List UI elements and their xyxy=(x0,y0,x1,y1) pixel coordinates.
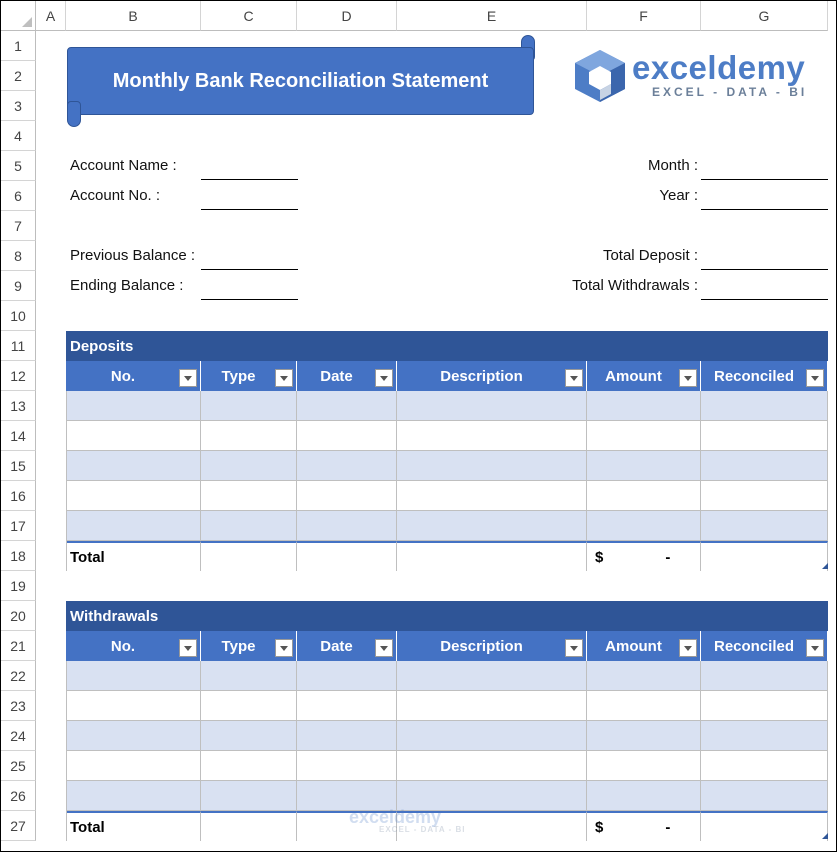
deposits-cell[interactable] xyxy=(587,481,701,511)
withdrawals-cell[interactable] xyxy=(701,661,828,691)
withdrawals-cell[interactable] xyxy=(66,751,201,781)
deposits-header-description xyxy=(397,361,587,391)
withdrawals-cell[interactable] xyxy=(66,661,201,691)
withdrawals-cell[interactable] xyxy=(397,721,587,751)
deposits-cell[interactable] xyxy=(701,511,828,541)
month-label: Month : xyxy=(647,157,698,174)
deposits-cell[interactable] xyxy=(297,421,397,451)
withdrawals-cell[interactable] xyxy=(66,691,201,721)
deposits-cell[interactable] xyxy=(297,481,397,511)
deposits-cell[interactable] xyxy=(397,481,587,511)
deposits-header-amount xyxy=(587,361,701,391)
deposits-cell[interactable] xyxy=(66,511,201,541)
logo-tagline: EXCEL - DATA - BI xyxy=(652,85,808,99)
withdrawals-header-description xyxy=(397,631,587,661)
column-header-b[interactable]: B xyxy=(66,1,201,31)
withdrawals-header-label: Description xyxy=(440,637,523,655)
row-header-4[interactable]: 4 xyxy=(1,121,36,151)
deposits-header-label: Description xyxy=(440,367,523,385)
deposits-cell[interactable] xyxy=(297,511,397,541)
ending-balance-field[interactable] xyxy=(201,299,298,300)
row-header-7[interactable]: 7 xyxy=(1,211,36,241)
withdrawals-header-label: No. xyxy=(110,637,136,655)
deposits-cell[interactable] xyxy=(297,391,397,421)
row-header-20[interactable]: 20 xyxy=(1,601,36,631)
account-name-label: Account Name : xyxy=(70,157,177,174)
deposits-total-cell[interactable] xyxy=(397,541,587,571)
deposits-cell[interactable] xyxy=(701,451,828,481)
filter-dropdown-icon[interactable] xyxy=(679,369,697,387)
column-header-e[interactable]: E xyxy=(397,1,587,31)
filter-dropdown-icon[interactable] xyxy=(275,639,293,657)
deposits-total-cell[interactable] xyxy=(201,541,297,571)
deposits-cell[interactable] xyxy=(66,391,201,421)
withdrawals-cell[interactable] xyxy=(201,661,297,691)
row-header-24[interactable]: 24 xyxy=(1,721,36,751)
deposits-header-date xyxy=(297,361,397,391)
withdrawals-cell[interactable] xyxy=(701,721,828,751)
filter-dropdown-icon[interactable] xyxy=(375,639,393,657)
column-header-d[interactable]: D xyxy=(297,1,397,31)
withdrawals-cell[interactable] xyxy=(701,781,828,811)
withdrawals-cell[interactable] xyxy=(397,691,587,721)
row-header-6[interactable]: 6 xyxy=(1,181,36,211)
row-header-2[interactable]: 2 xyxy=(1,61,36,91)
withdrawals-cell[interactable] xyxy=(297,721,397,751)
withdrawals-total-cell[interactable] xyxy=(701,811,828,841)
deposits-cell[interactable] xyxy=(397,421,587,451)
deposits-cell[interactable] xyxy=(201,511,297,541)
logo-name: exceldemy xyxy=(632,49,806,86)
previous-balance-field[interactable] xyxy=(201,269,298,270)
withdrawals-header-date xyxy=(297,631,397,661)
currency-symbol: $ xyxy=(595,548,604,566)
withdrawals-resize-handle[interactable] xyxy=(822,833,828,839)
withdrawals-cell[interactable] xyxy=(587,661,701,691)
total-withdrawals-label: Total Withdrawals : xyxy=(572,277,698,294)
withdrawals-cell[interactable] xyxy=(201,721,297,751)
withdrawals-total-cell[interactable] xyxy=(201,811,297,841)
column-header-g[interactable]: G xyxy=(701,1,828,31)
watermark-logo: exceldemy xyxy=(349,807,442,827)
deposits-cell[interactable] xyxy=(397,391,587,421)
column-header-a[interactable]: A xyxy=(36,1,66,31)
filter-dropdown-icon[interactable] xyxy=(275,369,293,387)
deposits-total-cell[interactable] xyxy=(701,541,828,571)
filter-dropdown-icon[interactable] xyxy=(375,369,393,387)
deposits-header-reconciled xyxy=(701,361,828,391)
row-header-12[interactable]: 12 xyxy=(1,361,36,391)
row-header-16[interactable]: 16 xyxy=(1,481,36,511)
deposits-header-label: Type xyxy=(221,367,256,385)
deposits-cell[interactable] xyxy=(701,421,828,451)
deposits-cell[interactable] xyxy=(397,511,587,541)
withdrawals-cell[interactable] xyxy=(201,691,297,721)
row-header-5[interactable]: 5 xyxy=(1,151,36,181)
filter-dropdown-icon[interactable] xyxy=(565,639,583,657)
withdrawals-total-amount[interactable] xyxy=(587,811,701,841)
filter-dropdown-icon[interactable] xyxy=(179,369,197,387)
filter-dropdown-icon[interactable] xyxy=(806,369,824,387)
withdrawals-header-label: Reconciled xyxy=(713,637,795,655)
deposits-cell[interactable] xyxy=(201,421,297,451)
select-all-corner[interactable] xyxy=(1,1,36,31)
withdrawals-header-label: Date xyxy=(320,637,353,655)
row-header-10[interactable]: 10 xyxy=(1,301,36,331)
row-header-21[interactable]: 21 xyxy=(1,631,36,661)
row-header-17[interactable]: 17 xyxy=(1,511,36,541)
year-field[interactable] xyxy=(701,209,828,210)
filter-dropdown-icon[interactable] xyxy=(179,639,197,657)
row-header-18[interactable]: 18 xyxy=(1,541,36,571)
deposits-cell[interactable] xyxy=(66,421,201,451)
filter-dropdown-icon[interactable] xyxy=(679,639,697,657)
filter-dropdown-icon[interactable] xyxy=(565,369,583,387)
row-header-1[interactable]: 1 xyxy=(1,31,36,61)
watermark-tagline: EXCEL - DATA - BI xyxy=(379,825,466,834)
deposits-cell[interactable] xyxy=(201,481,297,511)
withdrawals-cell[interactable] xyxy=(587,721,701,751)
withdrawals-cell[interactable] xyxy=(587,751,701,781)
withdrawals-header-no xyxy=(66,631,201,661)
deposits-cell[interactable] xyxy=(201,391,297,421)
withdrawals-cell[interactable] xyxy=(66,781,201,811)
account-name-field[interactable] xyxy=(201,179,298,180)
deposits-total-cell[interactable] xyxy=(297,541,397,571)
row-header-25[interactable]: 25 xyxy=(1,751,36,781)
withdrawals-header-type xyxy=(201,631,297,661)
deposits-cell[interactable] xyxy=(587,391,701,421)
withdrawals-cell[interactable] xyxy=(297,691,397,721)
withdrawals-cell[interactable] xyxy=(397,751,587,781)
withdrawals-cell[interactable] xyxy=(297,661,397,691)
deposits-cell[interactable] xyxy=(701,481,828,511)
deposits-cell[interactable] xyxy=(587,451,701,481)
deposits-resize-handle[interactable] xyxy=(822,563,828,569)
amount-value: - xyxy=(665,548,671,566)
deposits-table-title: Deposits xyxy=(66,331,828,361)
row-header-8[interactable]: 8 xyxy=(1,241,36,271)
row-header-3[interactable]: 3 xyxy=(1,91,36,121)
withdrawals-cell[interactable] xyxy=(66,721,201,751)
withdrawals-cell[interactable] xyxy=(701,691,828,721)
deposits-cell[interactable] xyxy=(397,451,587,481)
deposits-cell[interactable] xyxy=(66,451,201,481)
ending-balance-label: Ending Balance : xyxy=(70,277,184,294)
deposits-cell[interactable] xyxy=(701,391,828,421)
month-field[interactable] xyxy=(701,179,828,180)
deposits-header-label: No. xyxy=(110,367,136,385)
deposits-cell[interactable] xyxy=(587,511,701,541)
row-header-26[interactable]: 26 xyxy=(1,781,36,811)
amount-value: - xyxy=(665,818,671,836)
deposits-cell[interactable] xyxy=(587,421,701,451)
deposits-total-label[interactable]: Total xyxy=(66,541,201,571)
total-deposit-label: Total Deposit : xyxy=(602,247,698,264)
row-header-19[interactable]: 19 xyxy=(1,571,36,601)
withdrawals-table-border xyxy=(66,661,67,841)
withdrawals-cell[interactable] xyxy=(397,661,587,691)
withdrawals-cell[interactable] xyxy=(297,751,397,781)
row-header-22[interactable]: 22 xyxy=(1,661,36,691)
deposits-header-no xyxy=(66,361,201,391)
deposits-header-label: Amount xyxy=(605,367,662,385)
withdrawals-cell[interactable] xyxy=(201,751,297,781)
withdrawals-total-label[interactable]: Total xyxy=(66,811,201,841)
row-header-9[interactable]: 9 xyxy=(1,271,36,301)
account-no-field[interactable] xyxy=(201,209,298,210)
withdrawals-header-amount xyxy=(587,631,701,661)
row-header-14[interactable]: 14 xyxy=(1,421,36,451)
exceldemy-logo-icon xyxy=(573,48,627,104)
deposits-header-type xyxy=(201,361,297,391)
column-header-f[interactable]: F xyxy=(587,1,701,31)
deposits-cell[interactable] xyxy=(66,481,201,511)
deposits-cell[interactable] xyxy=(297,451,397,481)
currency-symbol: $ xyxy=(595,818,604,836)
deposits-table-border xyxy=(66,391,67,571)
withdrawals-header-label: Amount xyxy=(605,637,662,655)
withdrawals-cell[interactable] xyxy=(587,781,701,811)
title-banner xyxy=(67,47,534,115)
year-label: Year : xyxy=(659,187,698,204)
column-header-c[interactable]: C xyxy=(201,1,297,31)
row-header-23[interactable]: 23 xyxy=(1,691,36,721)
withdrawals-header-reconciled xyxy=(701,631,828,661)
previous-balance-label: Previous Balance : xyxy=(70,247,196,264)
banner-scroll-bottom xyxy=(67,101,81,127)
filter-dropdown-icon[interactable] xyxy=(806,639,824,657)
deposits-header-label: Date xyxy=(320,367,353,385)
total-withdrawals-field[interactable] xyxy=(701,299,828,300)
withdrawals-table-title: Withdrawals xyxy=(66,601,828,631)
account-no-label: Account No. : xyxy=(70,187,161,204)
withdrawals-cell[interactable] xyxy=(701,751,828,781)
row-header-27[interactable]: 27 xyxy=(1,811,36,841)
withdrawals-cell[interactable] xyxy=(201,781,297,811)
deposits-cell[interactable] xyxy=(201,451,297,481)
page-title: Monthly Bank Reconciliation Statement xyxy=(112,69,489,92)
deposits-header-label: Reconciled xyxy=(713,367,795,385)
row-header-11[interactable]: 11 xyxy=(1,331,36,361)
deposits-total-amount[interactable] xyxy=(587,541,701,571)
row-header-13[interactable]: 13 xyxy=(1,391,36,421)
withdrawals-cell[interactable] xyxy=(587,691,701,721)
row-header-15[interactable]: 15 xyxy=(1,451,36,481)
withdrawals-header-label: Type xyxy=(221,637,256,655)
total-deposit-field[interactable] xyxy=(701,269,828,270)
